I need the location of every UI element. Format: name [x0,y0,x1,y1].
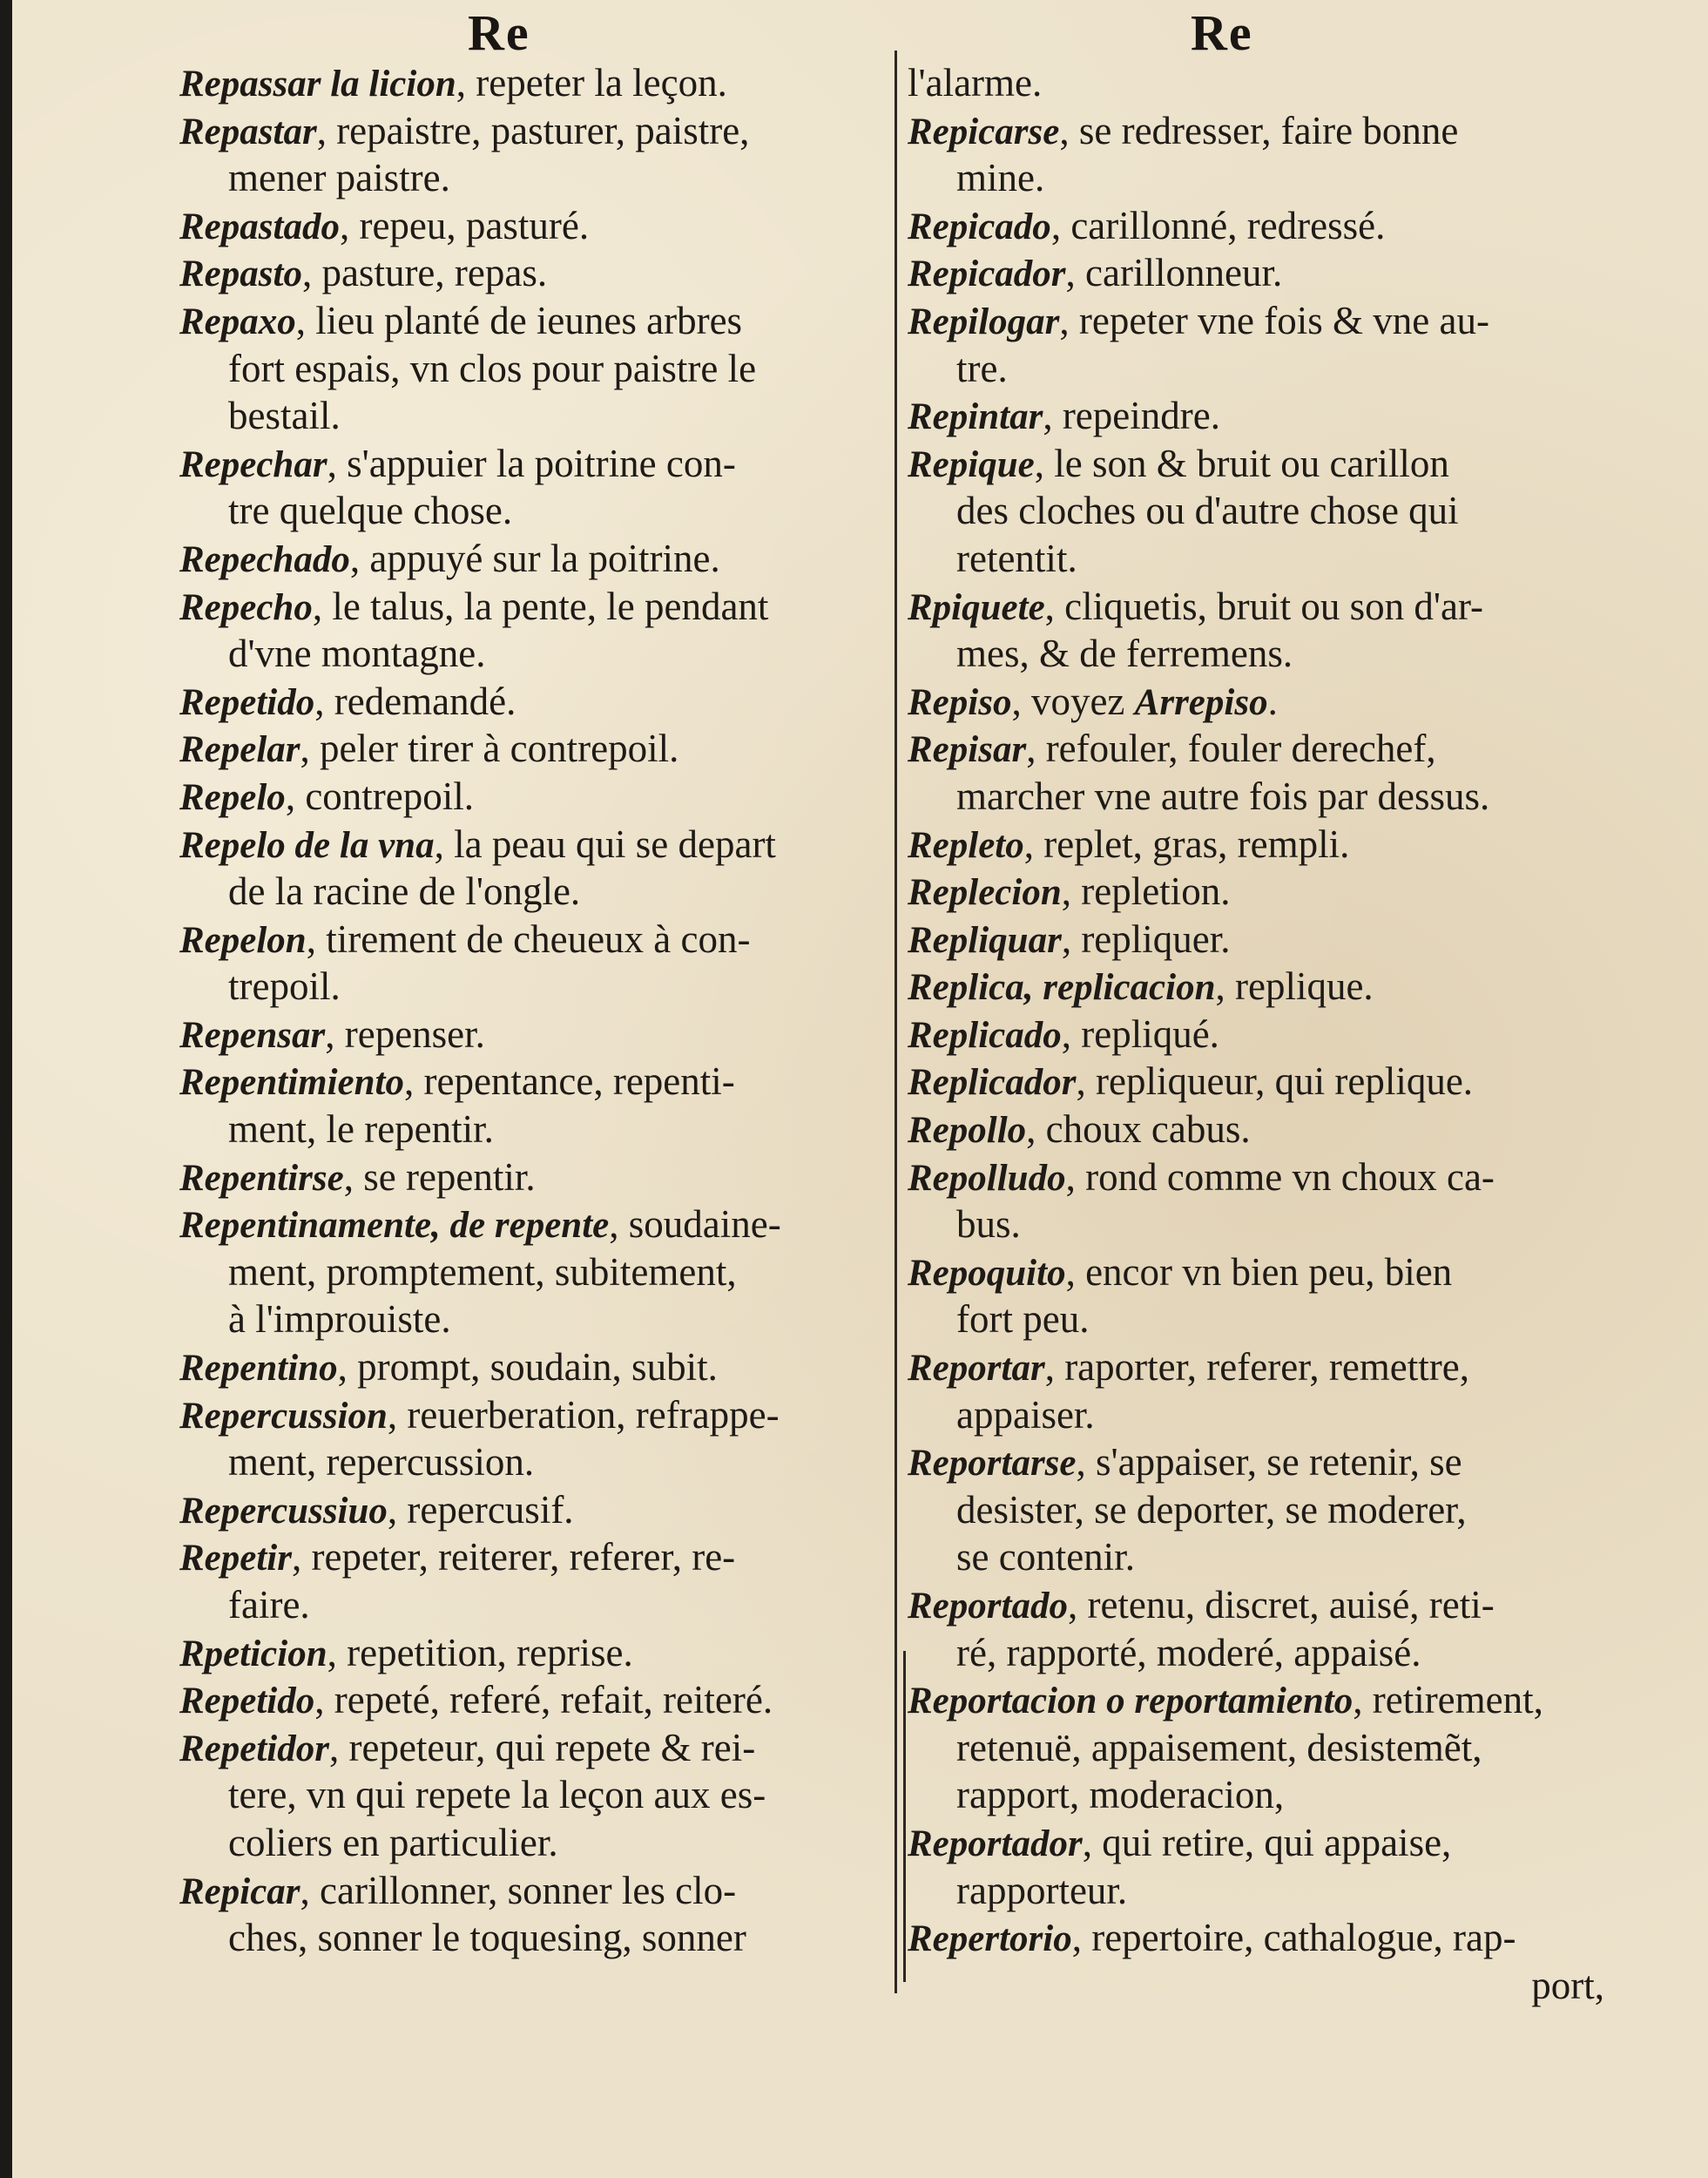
definition-text: tere, vn qui repete la leçon aux es- [228,1773,766,1817]
definition-text: retenuë, appaisement, desistemẽt, [956,1725,1482,1769]
headword: Repastado [179,206,340,247]
continuation-line [179,1106,885,1153]
definition-text: coliers en particulier. [228,1820,558,1864]
definition-text: , reuerberation, refrappe- [387,1392,780,1437]
dictionary-entry-line [908,963,1613,1011]
dictionary-entry-line [908,1343,1613,1391]
headword: Repensar [179,1014,326,1056]
dictionary-entry-line [908,725,1613,773]
definition-text: tre quelque chose. [228,489,513,533]
continuation-line [179,868,885,916]
headword: Repiso [908,681,1012,723]
dictionary-entry-line [908,1819,1613,1867]
headword: Reportado [908,1586,1068,1627]
continuation-line [908,1867,1613,1915]
dictionary-entry-line [179,1676,885,1724]
cross-reference-headword: Arrepiso [1134,681,1268,723]
dictionary-entry-line [179,1391,885,1439]
definition-text: , le son & bruit ou carillon [1034,441,1449,485]
definition-text: à l'improuiste. [228,1297,451,1342]
headword: Repetido [179,1681,315,1722]
definition-text: , carillonneur. [1065,251,1283,295]
continuation-line [908,1724,1613,1772]
continuation-line [908,773,1613,821]
definition-text: d'vne montagne. [228,632,486,676]
definition-text: , refouler, fouler derechef, [1026,727,1436,771]
definition-text: , voyez [1011,679,1135,723]
definition-text: , repentance, repenti- [404,1059,735,1104]
dictionary-entry-line [908,1248,1613,1296]
headword: Repelo [179,776,286,818]
headword: Reportarse [908,1443,1077,1485]
headword: Repetir [179,1538,292,1579]
headword: Repentinamente, de repente [179,1205,610,1247]
definition-text: fort peu. [956,1297,1090,1342]
definition-text: , la peau qui se depart [434,822,776,866]
definition-text: mes, & de ferremens. [956,632,1293,676]
left-column [179,59,885,1962]
definition-text: , repliquer. [1061,917,1231,961]
headword: Repicado [908,206,1051,247]
column-rule-lower [903,1651,906,1982]
dictionary-entry-line [179,1724,885,1772]
dictionary-entry-line [179,1629,885,1677]
dictionary-entry-line [908,440,1613,488]
definition-text: , le talus, la pente, le pendant [312,584,769,628]
definition-text: bestail. [228,394,341,438]
definition-text: ches, sonner le toquesing, sonner [228,1916,746,1960]
headword: Repetido [179,681,315,723]
continuation-line [179,1295,885,1343]
column-rule [895,51,897,1993]
dictionary-entry-line [179,107,885,155]
headword: Repentirse [179,1157,344,1199]
definition-text: , s'appuier la poitrine con- [327,441,736,485]
dictionary-entry-line [908,1438,1613,1486]
dictionary-entry-line [179,678,885,726]
continuation-line [908,535,1613,583]
continuation-line [179,1438,885,1486]
continuation-line [908,1486,1613,1534]
definition-text: desister, se deporter, se moderer, [956,1487,1467,1532]
headword: Repique [908,443,1035,485]
definition-text: mine. [956,156,1045,200]
dictionary-entry-line [908,107,1613,155]
definition-text: , repaistre, pasturer, paistre, [316,108,750,152]
headword: Repleto [908,824,1024,866]
definition-text: , carillonné, redressé. [1050,203,1386,247]
dictionary-entry-line [908,1676,1613,1724]
definition-text: , repetition, reprise. [327,1630,633,1674]
headword: Repicarse [908,111,1060,152]
definition-text: , choux cabus. [1026,1107,1251,1152]
dictionary-entry-line [908,583,1613,631]
dictionary-entry-line [179,440,885,488]
definition-text: mener paistre. [228,156,450,200]
definition-text: faire. [228,1583,310,1627]
definition-text: , contrepoil. [285,774,475,818]
dictionary-entry-line [908,1581,1613,1629]
definition-text: bus. [956,1202,1021,1247]
dictionary-entry-line [179,1153,885,1201]
headword: Repelar [179,729,300,771]
headword: Repolludo [908,1157,1066,1199]
definition-text: , soudaine- [609,1202,781,1247]
continuation-line [179,392,885,440]
dictionary-entry-line [179,1011,885,1059]
definition-text: , repeter vne fois & vne au- [1059,298,1489,342]
dictionary-entry-line [179,583,885,631]
definition-text: ré, rapporté, moderé, appaisé. [956,1630,1421,1674]
definition-text: rapport, moderacion, [956,1773,1285,1817]
definition-text: , repletion. [1061,869,1231,914]
dictionary-entry-line [179,202,885,250]
definition-text: , se redresser, faire bonne [1059,108,1459,152]
definition-text: , pasture, repas. [301,251,548,295]
continuation-line [908,1201,1613,1248]
definition-text: retentit. [956,536,1077,580]
definition-text: , cliquetis, bruit ou son d'ar- [1044,584,1484,628]
continuation-line [908,1295,1613,1343]
headword: Reportacion o reportamiento [908,1681,1354,1722]
headword: Repercussiuo [179,1490,388,1532]
continuation-line [179,1819,885,1867]
definition-text: , peler tirer à contrepoil. [300,727,679,771]
headword: Replecion [908,872,1062,914]
headword: Repastar [179,111,317,152]
headword: Repertorio [908,1918,1072,1960]
continuation-line [908,59,1613,107]
headword: Rpeticion [179,1633,327,1674]
dictionary-entry-line [908,916,1613,964]
definition-text: , retenu, discret, auisé, reti- [1067,1583,1495,1627]
definition-text: se contenir. [956,1535,1135,1579]
definition-text: port, [1531,1963,1604,2007]
continuation-line [179,963,885,1011]
dictionary-entry-line [908,297,1613,345]
definition-text: , qui retire, qui appaise, [1082,1820,1452,1864]
definition-text: , repeter, reiterer, referer, re- [291,1535,736,1579]
headword: Repechado [179,538,350,580]
dictionary-entry-line [908,1153,1613,1201]
definition-text: , repenser. [325,1011,485,1056]
headword: Reportar [908,1348,1045,1390]
definition-text: , carillonner, sonner les clo- [300,1868,737,1912]
definition-text: , raporter, referer, remettre, [1044,1345,1469,1390]
dictionary-entry-line [908,249,1613,297]
definition-text: , retirement, [1353,1678,1543,1722]
headword: Repilogar [908,301,1060,342]
dictionary-entry-line [179,916,885,964]
headword: Rpiquete [908,586,1045,628]
definition-text: , tirement de cheueux à con- [306,917,751,961]
definition-text: appaiser. [956,1392,1095,1437]
definition-text: , repeter la leçon. [456,61,727,105]
continuation-line [179,1581,885,1629]
dictionary-entry-line [179,1201,885,1248]
definition-text: rapporteur. [956,1868,1128,1912]
definition-text: , replet, gras, rempli. [1023,822,1350,866]
headword: Repetidor [179,1728,329,1769]
dictionary-page [12,0,1708,2178]
dictionary-entry-line [179,1533,885,1581]
headword: Repassar la licion [179,64,456,105]
continuation-line [908,1962,1613,2010]
dictionary-entry-line [179,297,885,345]
continuation-line [179,487,885,535]
dictionary-entry-line [908,202,1613,250]
headword: Repelo de la vna [179,824,435,866]
dictionary-entry-line [908,1914,1613,1962]
headword: Repicador [908,254,1066,295]
definition-text: des cloches ou d'autre chose qui [956,489,1459,533]
dictionary-entry-line [179,59,885,107]
headword: Repentimiento [179,1062,404,1104]
right-column [908,59,1613,2009]
continuation-line [908,1533,1613,1581]
continuation-line [908,487,1613,535]
continuation-line [179,1771,885,1819]
dictionary-entry-line [908,678,1613,726]
continuation-line [179,630,885,678]
dictionary-entry-line [179,773,885,821]
continuation-line [908,345,1613,393]
dictionary-entry-line [908,868,1613,916]
definition-text: , lieu planté de ieunes arbres [295,298,743,342]
definition-text: , appuyé sur la poitrine. [349,536,720,580]
definition-text: marcher vne autre fois par dessus. [956,774,1490,818]
headword: Repelon [179,919,307,961]
definition-text: , repercusif. [387,1487,574,1532]
headword: Replicador [908,1062,1077,1104]
dictionary-entry-line [179,1867,885,1915]
continuation-line [179,345,885,393]
definition-text: . [1267,679,1278,723]
dictionary-entry-line [179,1486,885,1534]
continuation-line [908,1771,1613,1819]
headword: Repintar [908,396,1043,438]
headword: Repentino [179,1348,338,1390]
definition-text: trepoil. [228,964,341,1009]
definition-text: , s'appaiser, se retenir, se [1076,1440,1462,1485]
definition-text: , repeteur, qui repete & rei- [328,1725,756,1769]
definition-text: , rond comme vn choux ca- [1065,1154,1495,1199]
definition-text: l'alarme. [908,61,1043,105]
dictionary-entry-line [908,392,1613,440]
definition-text: , repeindre. [1043,394,1220,438]
definition-text: tre. [956,346,1008,390]
dictionary-entry-line [179,821,885,869]
continuation-line [179,1914,885,1962]
definition-text: , se repentir. [343,1154,536,1199]
definition-text: , repeu, pasturé. [339,203,590,247]
headword: Repollo [908,1110,1027,1152]
headword: Repisar [908,729,1027,771]
dictionary-entry-line [179,535,885,583]
headword: Replica, replicacion [908,967,1216,1009]
definition-text: de la racine de l'ongle. [228,869,581,914]
dictionary-entry-line [179,1343,885,1391]
definition-text: fort espais, vn clos pour paistre le [228,346,757,390]
dictionary-entry-line [908,1058,1613,1106]
definition-text: , repeté, referé, refait, reiteré. [314,1678,773,1722]
dictionary-entry-line [908,1011,1613,1059]
headword: Repechar [179,443,327,485]
headword: Repercussion [179,1395,388,1437]
headword: Replicado [908,1014,1062,1056]
headword: Repecho [179,586,313,628]
running-head-left: Re [468,4,530,61]
headword: Repliquar [908,919,1062,961]
definition-text: ment, le repentir. [228,1107,494,1152]
definition-text: ment, repercussion. [228,1440,535,1485]
dictionary-entry-line [179,1058,885,1106]
running-head-right: Re [1191,4,1253,61]
headword: Repicar [179,1870,300,1912]
continuation-line [179,1248,885,1296]
definition-text: , repliqueur, qui replique. [1076,1059,1474,1104]
dictionary-entry-line [179,725,885,773]
definition-text: , redemandé. [314,679,516,723]
definition-text: ment, promptement, subitement, [228,1249,737,1294]
headword: Reportador [908,1823,1083,1864]
headword: Repasto [179,254,302,295]
continuation-line [908,630,1613,678]
definition-text: , encor vn bien peu, bien [1065,1249,1453,1294]
definition-text: , repliqué. [1061,1011,1219,1056]
continuation-line [908,1629,1613,1677]
dictionary-entry-line [179,249,885,297]
continuation-line [908,1391,1613,1439]
headword: Repaxo [179,301,296,342]
definition-text: , replique. [1215,964,1374,1009]
definition-text: , repertoire, cathalogue, rap- [1071,1916,1516,1960]
continuation-line [179,154,885,202]
dictionary-entry-line [908,1106,1613,1153]
headword: Repoquito [908,1252,1066,1294]
continuation-line [908,154,1613,202]
dictionary-entry-line [908,821,1613,869]
definition-text: , prompt, soudain, subit. [337,1345,718,1390]
